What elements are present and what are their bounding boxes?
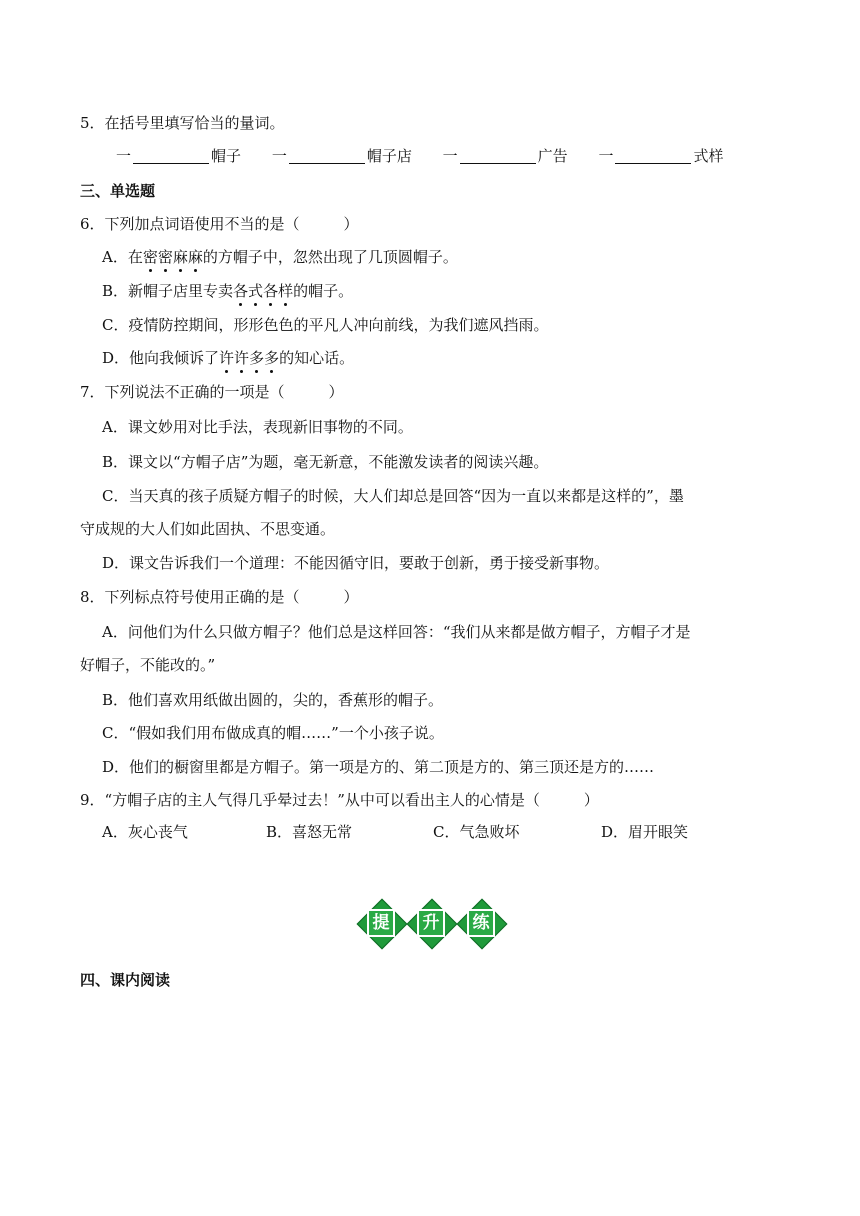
q6-option-b[interactable]: B．新帽子店里专卖各式各样的帽子。	[102, 282, 354, 300]
q8-option-a-cont: 好帽子，不能改的。”	[80, 656, 216, 674]
q7-option-c[interactable]: C．当天真的孩子质疑方帽子的时候，大人们却总是回答“因为一直以来都是这样的”，墨	[102, 487, 684, 505]
q9-option-c[interactable]: C．气急败坏	[433, 823, 520, 841]
q8-stem: 8．下列标点符号使用正确的是（ ）	[80, 588, 359, 606]
q6-option-d[interactable]: D．他向我倾诉了许许多多的知心话。	[102, 349, 355, 367]
q8-option-b[interactable]: B．他们喜欢用纸做出圆的，尖的，香蕉形的帽子。	[102, 691, 444, 709]
q8-option-a[interactable]: A．问他们为什么只做方帽子？他们总是这样回答：“我们从来都是做方帽子，方帽子才是	[102, 623, 691, 641]
practice-badge	[360, 902, 502, 944]
q6-option-a[interactable]: A．在密密麻麻的方帽子中，忽然出现了几顶圆帽子。	[102, 248, 458, 266]
badge-tile-1: 提	[360, 902, 402, 944]
q5-blank-3[interactable]: 一 广告	[442, 147, 568, 165]
q5-blanks	[116, 146, 749, 166]
q8-option-d[interactable]: D．他们的橱窗里都是方帽子。第一项是方的、第二顶是方的、第三顶还是方的……	[102, 758, 655, 776]
q7-stem: 7．下列说法不正确的一项是（ ）	[80, 383, 344, 401]
q9-option-b[interactable]: B．喜怒无常	[266, 823, 353, 841]
section-heading-single-choice: 三、单选题	[80, 182, 156, 200]
q9-option-d[interactable]: D．眉开眼笑	[601, 823, 689, 841]
q7-option-b[interactable]: B．课文以“方帽子店”为题，毫无新意，不能激发读者的阅读兴趣。	[102, 453, 549, 471]
q9-option-a[interactable]: A．灰心丧气	[102, 823, 188, 841]
q7-option-c-cont: 守成规的大人们如此固执、不思变通。	[80, 520, 336, 538]
q5-stem: 5．在括号里填写恰当的量词。	[80, 114, 285, 132]
q8-option-c[interactable]: C．“假如我们用布做成真的帽……”一个小孩子说。	[102, 724, 444, 742]
section-heading-reading: 四、课内阅读	[80, 971, 171, 989]
q7-option-d[interactable]: D．课文告诉我们一个道理：不能因循守旧，要敢于创新，勇于接受新事物。	[102, 554, 610, 572]
badge-tile-2: 升	[410, 902, 452, 944]
q5-blank-1[interactable]: 一 帽子	[116, 147, 242, 165]
q6-stem: 6．下列加点词语使用不当的是（ ）	[80, 215, 359, 233]
q6-option-c[interactable]: C．疫情防控期间，形形色色的平凡人冲向前线，为我们遮风挡雨。	[102, 316, 549, 334]
q5-blank-4[interactable]: 一 式样	[598, 147, 724, 165]
q5-blank-2[interactable]: 一 帽子店	[271, 147, 412, 165]
q7-option-a[interactable]: A．课文妙用对比手法，表现新旧事物的不同。	[102, 418, 413, 436]
badge-tile-3: 练	[460, 902, 502, 944]
q9-stem: 9．“方帽子店的主人气得几乎晕过去！”从中可以看出主人的心情是（ ）	[80, 791, 599, 809]
